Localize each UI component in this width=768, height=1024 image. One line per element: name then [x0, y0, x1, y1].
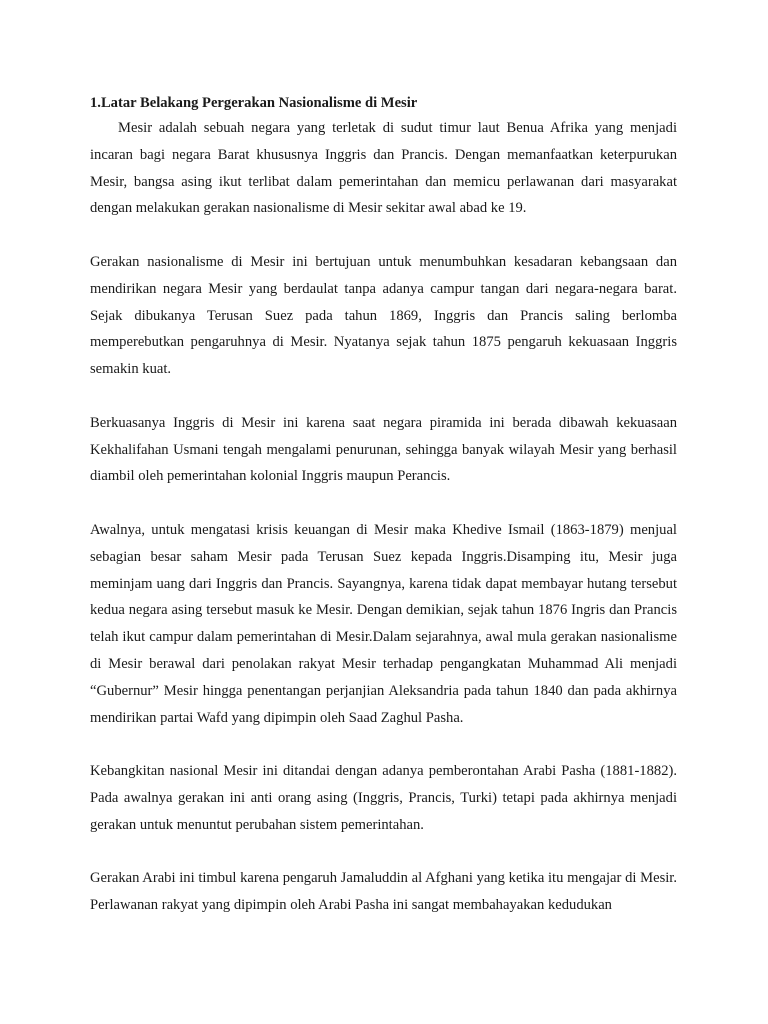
section-heading: 1.Latar Belakang Pergerakan Nasionalisme di Mesir — [90, 95, 418, 111]
paragraph-british-rule: Berkuasanya Inggris di Mesir ini karena saat negara piramida ini berada dibawah kekuasaan Kekhalifahan Usmani tengah mengalami penurunan, sehingga banyak wilayah Mesir yang berhasil diambil oleh pemerintahan kolonial Inggris maupun Perancis. — [90, 414, 677, 485]
paragraph-intro: Mesir adalah sebuah negara yang terletak di sudut timur laut Benua Afrika yang menjadi incaran bagi negara Barat khususnya Inggris dan Prancis. Dengan memanfaatkan keterpurukan Mesir, bangsa asing ikut terlibat dalam pemerintahan dan memicu perlawanan dari masyarakat dengan melakukan gerakan nasionalisme di Mesir sekitar awal abad ke 19. — [90, 120, 677, 217]
paragraph-awakening: Kebangkitan nasional Mesir ini ditandai dengan adanya pemberontahan Arabi Pasha (1881-1882). Pada awalnya gerakan ini anti orang asing (Inggris, Prancis, Turki) tetapi pada akhirnya menjadi gerakan untuk menuntut perubahan sistem pemerintahan. — [90, 763, 677, 833]
paragraph-origins: Awalnya, untuk mengatasi krisis keuangan di Mesir maka Khedive Ismail (1863-1879) menjual sebagian besar saham Mesir pada Terusan Suez kepada Inggris.Disamping itu, Mesir juga meminjam uang dari Inggris dan Prancis. Sayangnya, karena tidak dapat membayar hutang tersebut kedua negara asing tersebut masuk ke Mesir. Dengan demikian, sejak tahun 1876 Ingris dan Prancis telah ikut campur dalam pemerintahan di Mesir.Dalam sejarahnya, awal mula gerakan nasionalisme di Mesir berawal dari penolakan rakyat Mesir terhadap pengangkatan Muhammad Ali menjadi “Gubernur” Mesir hingga penentangan perjanjian Aleksandria pada tahun 1840 dan pada akhirnya mendirikan partai Wafd yang dipimpin oleh Saad Zaghul Pasha. — [90, 521, 677, 726]
paragraph-arabi-movement: Gerakan Arabi ini timbul karena pengaruh Jamaluddin al Afghani yang ketika itu mengajar di Mesir. Perlawanan rakyat yang dipimpin oleh Arabi Pasha ini sangat membahayakan kedudukan — [90, 870, 677, 914]
document-body — [90, 92, 677, 919]
paragraph-goals: Gerakan nasionalisme di Mesir ini bertujuan untuk menumbuhkan kesadaran kebangsaan dan mendirikan negara Mesir yang berdaulat tanpa adanya campur tangan dari negara-negara barat. Sejak dibukanya Terusan Suez pada tahun 1869, Inggris dan Prancis saling berlomba memperebutkan pengaruhnya di Mesir. Nyatanya sejak tahun 1875 pengaruh kekuasaan Inggris semakin kuat. — [90, 253, 677, 378]
